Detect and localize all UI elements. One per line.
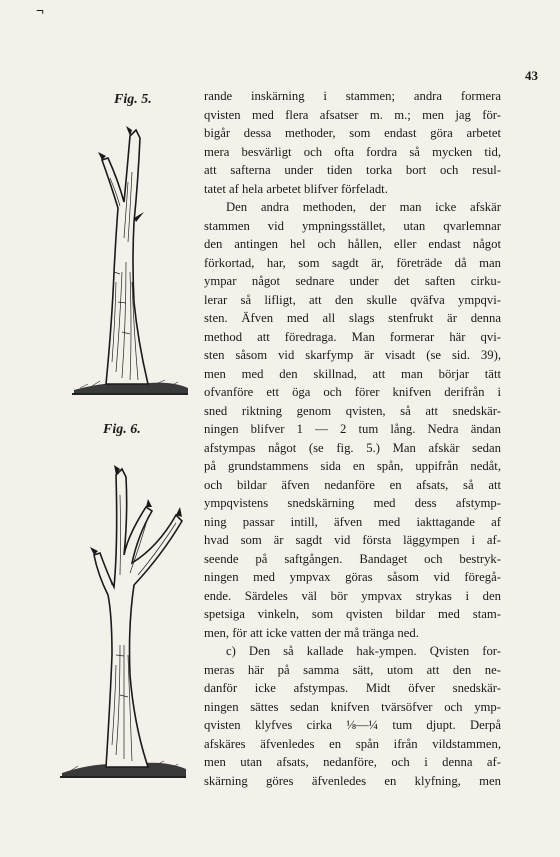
text-line: afskäres äfvenledes en spån ifrån vildstammen,	[204, 736, 501, 751]
text-line: ende. Särdeles väl bör ympvax strykas i den	[204, 588, 501, 603]
text-line: lerar så lifligt, att den skulle qväfva ympqvi-	[204, 292, 501, 307]
text-line: ningen med ympvax göras såsom vid föregå-	[204, 570, 501, 584]
text-line: att safterna under tiden torka bort och resul-	[204, 163, 501, 177]
figure-6-tree-illustration	[58, 455, 188, 783]
text-line: ning passar intill, äfven med iakttagande af	[204, 514, 501, 529]
body-text	[204, 87, 501, 790]
text-line: qvisten med flera afsatser m. m.; men jag för-	[204, 107, 501, 122]
figure-5-label: Fig. 5.	[114, 92, 152, 107]
figure-6-label: Fig. 6.	[103, 422, 141, 437]
text-line: ympqvistens snedskärning med dess afstymp-	[204, 496, 501, 510]
text-line: på grundstammens sida en spån, uppifrån nedåt,	[204, 459, 501, 473]
text-line: qvisten klyfves cirka ⅛—¼ tum djupt. Derpå	[204, 718, 501, 732]
text-line: rande inskärning i stammen; andra formera	[204, 89, 501, 103]
text-line: bigår dessa methoder, som endast göra arbetet	[204, 126, 501, 140]
text-line: och bildar äfven nedanföre en afsats, så att	[204, 477, 501, 492]
page-number: 43	[525, 68, 538, 83]
text-line: ningen sättes sedan knifven tvärsöfver och ymp-	[204, 699, 501, 714]
text-line: stammen vid ympningsstället, utan qvarlemnar	[204, 218, 501, 233]
text-line: men, för att icke vatten der må tränga ned.	[204, 625, 419, 640]
text-line: spetsiga vinkeln, som qvisten bildar med stam-	[204, 607, 501, 621]
text-line: men utan afsats, nedanföre, och i denna af-	[204, 755, 501, 769]
text-line: men med den skillnad, att man börjar tätt	[204, 366, 501, 381]
text-line: seende på saftgången. Bandaget och bestryk-	[204, 551, 501, 566]
text-line: hvad som är sagdt vid första läggympen i af-	[204, 533, 501, 547]
text-line: sned riktning genom qvisten, så att snedskär-	[204, 403, 501, 418]
text-line: mera besvärligt och ofta fordra så mycken tid,	[204, 144, 501, 159]
figure-5-tree-illustration	[70, 122, 190, 400]
text-line: meras här på samma sätt, utom att den ne-	[204, 662, 501, 677]
corner-mark: ¬	[36, 4, 44, 19]
text-line: förkortad, har, som sagdt är, företräde då man	[204, 255, 501, 270]
text-line: afstympas något (se fig. 5.) Man afskär sedan	[204, 440, 501, 455]
text-line: ofvanföre ett öga och förer knifven derifrån i	[204, 385, 501, 399]
text-line: skärning göres äfvenledes en klyfning, men	[204, 773, 501, 788]
text-line: Den andra methoden, der man icke afskär	[226, 200, 501, 214]
text-line: method att föredraga. Man formerar här qvi-	[204, 329, 501, 344]
text-line: ningen blifver 1 — 2 tum lång. Nedra ändan	[204, 422, 501, 436]
text-line: c) Den så kallade hak-ympen. Qvisten for-	[226, 644, 501, 658]
text-line: sten såsom vid skarfymp är visadt (se sid. 39),	[204, 348, 501, 362]
text-line: danför icke afstympas. Midt öfver snedskär-	[204, 681, 501, 695]
text-line: tatet af hela arbetet blifver förfeladt.	[204, 181, 388, 196]
text-line: ympar något sednare under det saften cirku-	[204, 274, 501, 288]
text-line: den antingen hel och hållen, eller endast något	[204, 237, 501, 251]
text-line: sten. Äfven med all slags stenfrukt är denna	[204, 311, 501, 325]
